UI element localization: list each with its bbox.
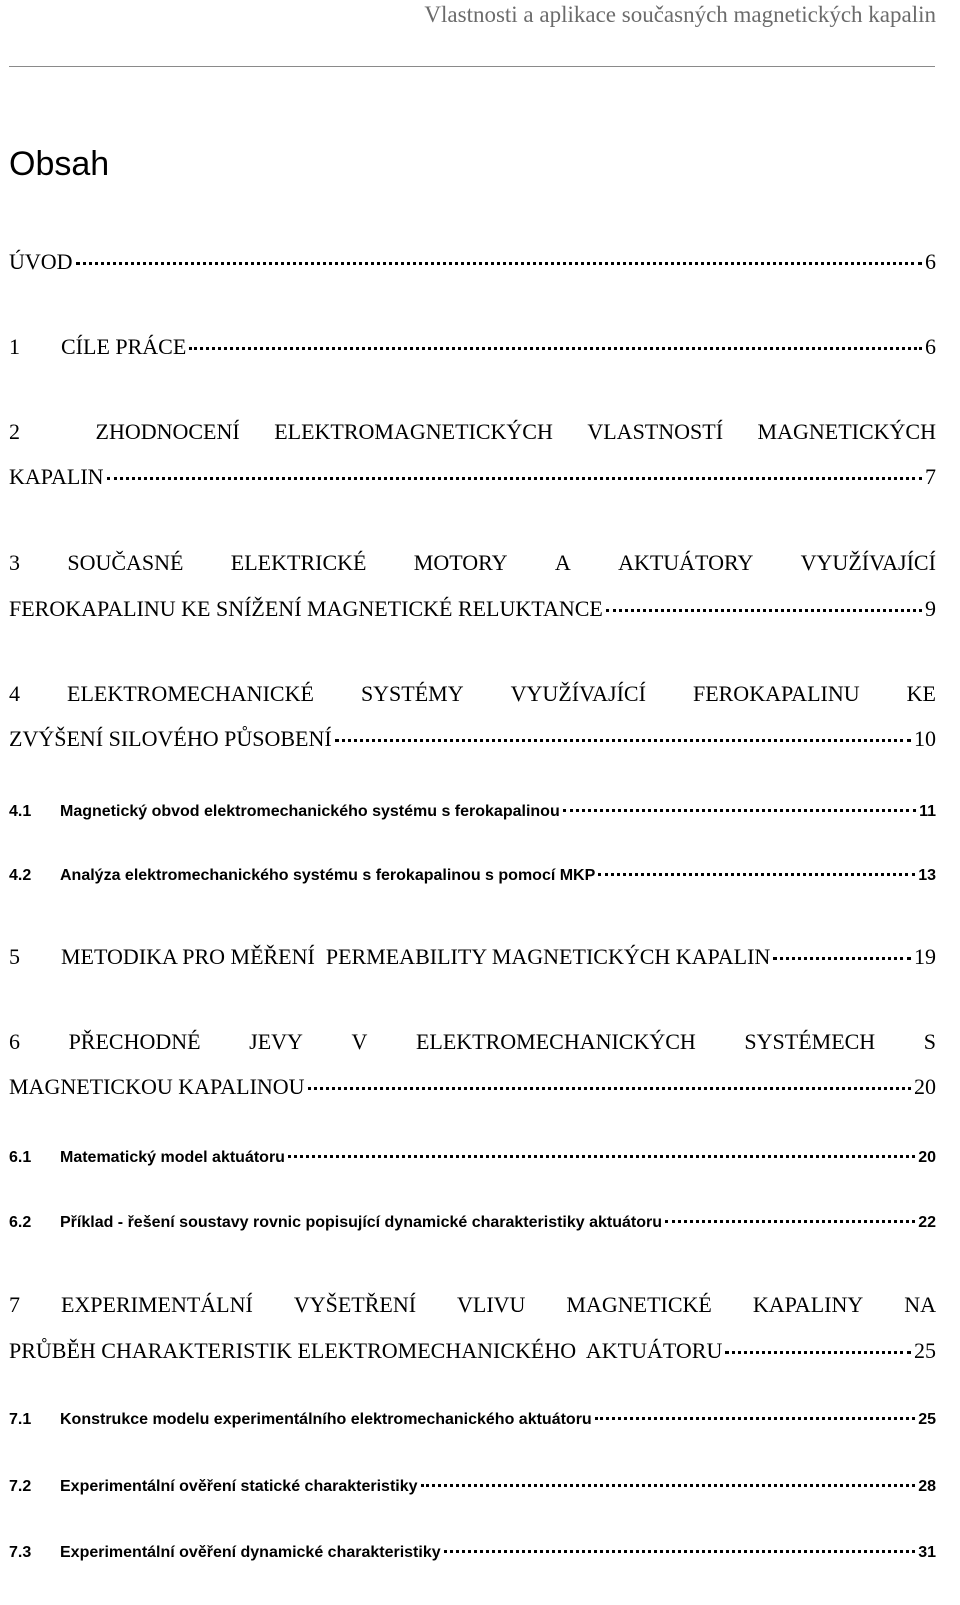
dot-leader (76, 262, 922, 265)
toc-title-continued: ZVÝŠENÍ SILOVÉHO PŮSOBENÍ (9, 726, 332, 751)
toc-entry-7-1[interactable] (9, 1408, 936, 1432)
toc-title-word: VLASTNOSTÍ (587, 419, 724, 444)
toc-number: 3 (9, 550, 20, 575)
toc-number: 4.1 (9, 803, 32, 820)
toc-number: 1 (9, 334, 20, 359)
toc-title-word: NA (904, 1292, 936, 1317)
toc-entry-uvod[interactable] (9, 247, 936, 277)
toc-title: CÍLE PRÁCE (61, 334, 187, 359)
toc-page-number: 9 (925, 596, 936, 621)
dot-leader (308, 1087, 911, 1090)
toc-entry-2-line1[interactable] (9, 417, 936, 447)
toc-entry-2-line2[interactable] (9, 462, 936, 492)
toc-title: Matematický model aktuátoru (60, 1149, 285, 1166)
toc-page-number: 6 (925, 249, 936, 274)
toc-title-word: ZHODNOCENÍ (95, 419, 240, 444)
toc-title-word: SOUČASNÉ (67, 550, 184, 575)
toc-title-word: MAGNETICKÉ (566, 1292, 712, 1317)
toc-title-word: KAPALINY (752, 1292, 864, 1317)
toc-title-word: EXPERIMENTÁLNÍ (60, 1292, 253, 1317)
toc-title-word: MAGNETICKÝCH (757, 419, 936, 444)
page-title: Obsah (9, 145, 110, 183)
toc-title-word: JEVY (249, 1029, 303, 1054)
toc-page-number: 13 (918, 867, 936, 884)
toc-number: 6.1 (9, 1149, 32, 1166)
toc-number: 5 (9, 944, 20, 969)
dot-leader (288, 1155, 915, 1158)
toc-entry-1[interactable] (9, 332, 936, 362)
toc-title-word: AKTUÁTORY (618, 550, 754, 575)
dot-leader (421, 1484, 916, 1487)
toc-title-word: ELEKTRICKÉ (230, 550, 367, 575)
toc-entry-6-2[interactable] (9, 1211, 936, 1235)
dot-leader (598, 873, 915, 876)
toc-title-word: VYUŽÍVAJÍCÍ (510, 681, 646, 706)
toc-number: 2 (9, 419, 20, 444)
toc-title-continued: MAGNETICKOU KAPALINOU (9, 1074, 305, 1099)
dot-leader (563, 809, 916, 812)
dot-leader (444, 1550, 916, 1553)
toc-number: 6.2 (9, 1214, 32, 1231)
dot-leader (595, 1417, 916, 1420)
dot-leader (725, 1351, 911, 1354)
toc-page-number: 11 (919, 803, 936, 820)
toc-title-word: SYSTÉMECH (744, 1029, 876, 1054)
toc-entry-6-line2[interactable] (9, 1072, 936, 1102)
dot-leader (773, 957, 911, 960)
toc-page-number: 19 (914, 944, 936, 969)
toc-entry-4-2[interactable] (9, 864, 936, 888)
toc-number: 7 (9, 1292, 20, 1317)
toc-title-word: VYUŽÍVAJÍCÍ (800, 550, 936, 575)
toc-title-word: VYŠETŘENÍ (293, 1292, 417, 1317)
running-header: Vlastnosti a aplikace současných magnetických kapalin (424, 2, 936, 27)
toc-page-number: 31 (918, 1544, 936, 1561)
toc-title-word: ELEKTROMECHANICKÉ (67, 681, 314, 706)
toc-entry-7-line2[interactable] (9, 1336, 936, 1366)
toc-title: Analýza elektromechanického systému s ferokapalinou s pomocí MKP (60, 867, 596, 884)
toc-title-word: ELEKTROMECHANICKÝCH (415, 1029, 696, 1054)
toc-number: 6 (9, 1029, 20, 1054)
dot-leader (107, 477, 922, 480)
toc-page-number: 25 (918, 1411, 936, 1428)
toc-title-word: A (554, 550, 571, 575)
toc-page-number: 10 (914, 726, 936, 751)
toc-title: Experimentální ověření dynamické charakteristiky (60, 1544, 441, 1561)
toc-number: 7.3 (9, 1544, 32, 1561)
toc-number: 4 (9, 681, 20, 706)
toc-title-continued: PRŮBĚH CHARAKTERISTIK ELEKTROMECHANICKÉHO AKTUÁTORU (9, 1338, 723, 1363)
toc-number: 4.2 (9, 867, 32, 884)
toc-title: Experimentální ověření statické charakteristiky (60, 1478, 418, 1495)
toc-title: Konstrukce modelu experimentálního elektromechanického aktuátoru (60, 1411, 592, 1428)
toc-title-word: MOTORY (413, 550, 508, 575)
toc-title: METODIKA PRO MĚŘENÍ PERMEABILITY MAGNETICKÝCH KAPALIN (61, 944, 771, 969)
toc-title-word: FEROKAPALINU (692, 681, 860, 706)
dot-leader (606, 609, 922, 612)
toc-title-word: S (923, 1029, 936, 1054)
dot-leader (665, 1220, 915, 1223)
toc-page-number: 20 (918, 1149, 936, 1166)
toc-entry-7-2[interactable] (9, 1475, 936, 1499)
toc-entry-3-line2[interactable] (9, 594, 936, 624)
toc-title: Příklad - řešení soustavy rovnic popisující dynamické charakteristiky aktuátoru (60, 1214, 663, 1231)
toc-page-number: 22 (918, 1214, 936, 1231)
toc-page-number: 28 (918, 1478, 936, 1495)
toc-page-number: 6 (925, 334, 936, 359)
toc-entry-5[interactable] (9, 942, 936, 972)
toc-title-word: PŘECHODNÉ (68, 1029, 201, 1054)
toc-title: ÚVOD (9, 249, 73, 274)
dot-leader (189, 347, 922, 350)
dot-leader (335, 739, 911, 742)
toc-number: 7.2 (9, 1478, 32, 1495)
toc-page-number: 7 (925, 464, 936, 489)
toc-entry-4-line2[interactable] (9, 724, 936, 754)
toc-entry-3-line1[interactable] (9, 548, 936, 578)
toc-page-number: 20 (914, 1074, 936, 1099)
toc-entry-4-line1[interactable] (9, 679, 936, 709)
toc-entry-6-line1[interactable] (9, 1027, 936, 1057)
toc-title-word: SYSTÉMY (360, 681, 464, 706)
toc-title-continued: FEROKAPALINU KE SNÍŽENÍ MAGNETICKÉ RELUKTANCE (9, 596, 603, 621)
toc-title-word: V (351, 1029, 368, 1054)
toc-number: 7.1 (9, 1411, 32, 1428)
toc-entry-6-1[interactable] (9, 1146, 936, 1170)
toc-page-number: 25 (914, 1338, 936, 1363)
toc-entry-7-3[interactable] (9, 1541, 936, 1565)
header-divider (9, 66, 935, 67)
toc-title-word: VLIVU (457, 1292, 526, 1317)
toc-title-word: KE (906, 681, 936, 706)
toc-title: Magnetický obvod elektromechanického systému s ferokapalinou (60, 803, 560, 820)
toc-title-continued: KAPALIN (9, 464, 104, 489)
toc-entry-4-1[interactable] (9, 800, 936, 824)
toc-title-word: ELEKTROMAGNETICKÝCH (274, 419, 553, 444)
toc-entry-7-line1[interactable] (9, 1290, 936, 1320)
